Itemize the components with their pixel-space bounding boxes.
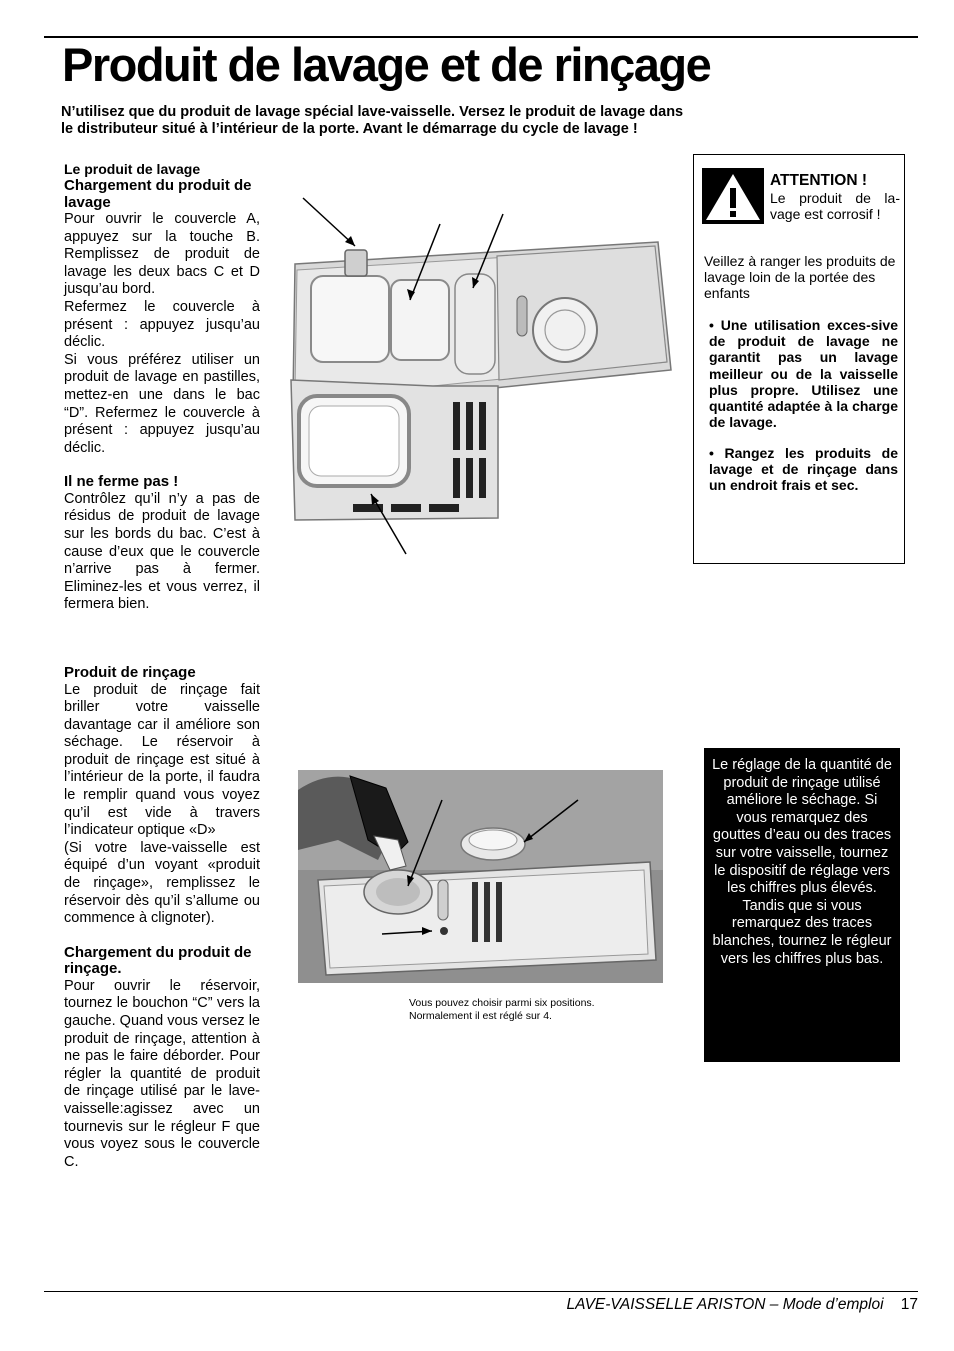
paragraph-rinse-light: (Si votre lave-vaisselle est équipé d’un voyant «produit de rinçage», remplissez le réservoir dès qu’il s’allume ou commence à clignoter). xyxy=(64,839,260,927)
section-label: Le produit de lavage xyxy=(64,161,201,177)
paragraph-tablets: Si vous préférez utiliser un produit de lavage en pastilles, mettez-en une dans le bac “D”. Refermez le couvercle à présent : appuyez jusqu’au déclic. xyxy=(64,351,260,456)
rinse-aid-photo xyxy=(298,770,663,983)
footer-text: LAVE-VAISSELLE ARISTON – Mode d’emploi xyxy=(566,1296,884,1313)
photo-caption: Vous pouvez choisir parmi six positions. Normalement il est réglé sur 4. xyxy=(409,997,595,1022)
warning-triangle-icon xyxy=(702,168,764,229)
warning-title: ATTENTION ! xyxy=(770,172,868,189)
detergent-dispenser-photo xyxy=(283,190,678,560)
warning-bullet-1: • Une utilisation exces-sive de produit de lavage ne garantit pas un lavage meilleur ou de la vaisselle plus propre. Utilisez une quantité adaptée à la charge de lavage. xyxy=(709,317,898,431)
rinse-adjust-info-box: Le réglage de la quantité de produit de rinçage utilisé améliore le séchage. Si vous remarquez des gouttes d’eau ou des traces sur votre vaisselle, tournez le dispositif de réglage vers les chiffres plus élevés. Tandis que si vous remarquez des traces blanches, tournez le régleur vers les chiffres plus bas. xyxy=(704,748,900,1062)
page-title: Produit de lavage et de rinçage xyxy=(62,38,711,91)
paragraph-rinse-aid: Le produit de rinçage fait briller votre vaisselle davantage car il améliore son séchage. Le réservoir à produit de rinçage est situé à l’intérieur de la porte, il faudra le remplir quand vous voyez qu’il est vide à travers l’indicateur optique «D» xyxy=(64,681,260,839)
paragraph-open-lid: Pour ouvrir le couvercle A, appuyez sur la touche B. Remplissez de produit de lavage les deux bacs C et D jusqu’au bord. xyxy=(64,211,260,298)
heading-not-closing: Il ne ferme pas ! xyxy=(64,473,179,491)
warning-box xyxy=(693,154,905,564)
heading-rinse-aid: Produit de rinçage xyxy=(64,664,196,681)
warning-subtitle: Le produit de la-vage est corrosif ! xyxy=(770,190,900,222)
warning-bullet-2: • Rangez les produits de lavage et de rinçage dans un endroit frais et sec. xyxy=(709,445,898,494)
page-number: 17 xyxy=(900,1296,918,1313)
left-column-rinse xyxy=(64,665,260,1171)
heading-rinse-loading: Chargement du produit de rinçage. xyxy=(64,943,252,978)
bottom-rule xyxy=(44,1291,918,1292)
intro-paragraph: N’utilisez que du produit de lavage spécial lave-vaisselle. Versez le produit de lavage dans le distributeur situé à l’intérieur de la porte. Avant le démarrage du cycle de lavage ! xyxy=(61,104,684,137)
warning-body: Veillez à ranger les produits de lavage loin de la portée des enfants xyxy=(704,253,896,301)
paragraph-not-closing: Contrôlez qu’il n’y a pas de résidus de produit de lavage sur les bords du bac. C’est à cause d’eux que le couvercle n’arrive pas à fermer. Eliminez-les et vous verrez, il fermera bien. xyxy=(64,490,260,613)
paragraph-close-lid: Refermez le couvercle à présent : appuyez jusqu’au déclic. xyxy=(64,298,260,351)
heading-loading-detergent: Chargement du produit de lavage xyxy=(64,177,252,211)
page-footer xyxy=(500,1296,918,1314)
paragraph-rinse-loading: Pour ouvrir le réservoir, tournez le bouchon “C” vers la gauche. Quand vous versez le produit de rinçage, attention à ne pas le faire déborder. Pour régler la quantité de produit de rinçage utilisé par le lave-vaisselle:agissez avec un tournevis sur le régleur F que vous voyez sous le couvercle C. xyxy=(64,977,260,1170)
left-column-detergent xyxy=(64,161,260,614)
